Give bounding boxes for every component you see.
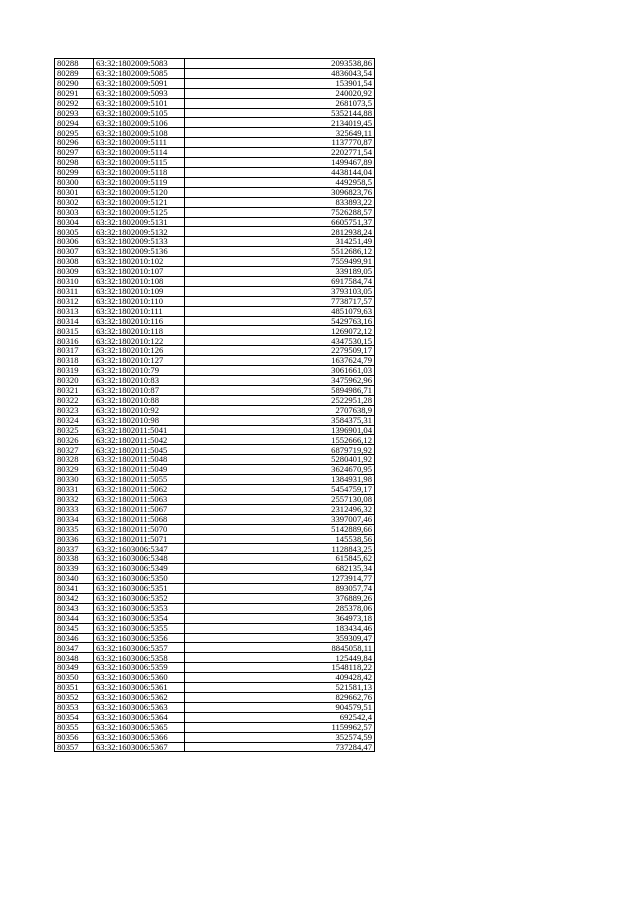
cadastral-number-cell: 63:32:1603006:5364	[94, 712, 185, 722]
value-cell: 3624670,95	[185, 465, 375, 475]
value-cell: 833893,22	[185, 197, 375, 207]
value-cell: 4492958,5	[185, 177, 375, 187]
cadastral-number-cell: 63:32:1802011:5055	[94, 475, 185, 485]
cadastral-number-cell: 63:32:1802009:5108	[94, 128, 185, 138]
cadastral-number-cell: 63:32:1603006:5359	[94, 663, 185, 673]
table-row	[55, 504, 375, 514]
table-row	[55, 316, 375, 326]
cadastral-number-cell: 63:32:1802009:5106	[94, 118, 185, 128]
row-number-cell: 80351	[55, 683, 94, 693]
row-number-cell: 80315	[55, 326, 94, 336]
table-row	[55, 138, 375, 148]
cadastral-number-cell: 63:32:1802010:122	[94, 336, 185, 346]
value-cell: 904579,51	[185, 702, 375, 712]
value-cell: 7738717,57	[185, 296, 375, 306]
cadastral-number-cell: 63:32:1802009:5101	[94, 98, 185, 108]
value-cell: 2202771,54	[185, 148, 375, 158]
row-number-cell: 80312	[55, 296, 94, 306]
table-row	[55, 693, 375, 703]
table-row	[55, 78, 375, 88]
row-number-cell: 80309	[55, 267, 94, 277]
row-number-cell: 80336	[55, 534, 94, 544]
cadastral-number-cell: 63:32:1802011:5068	[94, 514, 185, 524]
row-number-cell: 80357	[55, 742, 94, 752]
cadastral-number-cell: 63:32:1802009:5115	[94, 158, 185, 168]
table-row	[55, 68, 375, 78]
cadastral-number-cell: 63:32:1802010:87	[94, 385, 185, 395]
row-number-cell: 80347	[55, 643, 94, 653]
table-row	[55, 306, 375, 316]
table-row	[55, 484, 375, 494]
value-cell: 8845058,11	[185, 643, 375, 653]
cadastral-number-cell: 63:32:1802011:5049	[94, 465, 185, 475]
row-number-cell: 80330	[55, 475, 94, 485]
cadastral-number-cell: 63:32:1802011:5070	[94, 524, 185, 534]
table-row	[55, 702, 375, 712]
value-cell: 125449,84	[185, 653, 375, 663]
table-row	[55, 385, 375, 395]
cadastral-number-cell: 63:32:1603006:5367	[94, 742, 185, 752]
value-cell: 5142889,66	[185, 524, 375, 534]
cadastral-number-cell: 63:32:1802009:5125	[94, 207, 185, 217]
value-cell: 692542,4	[185, 712, 375, 722]
table-row	[55, 673, 375, 683]
value-cell: 2812938,24	[185, 227, 375, 237]
value-cell: 1548118,22	[185, 663, 375, 673]
row-number-cell: 80331	[55, 484, 94, 494]
cadastral-number-cell: 63:32:1802010:98	[94, 415, 185, 425]
table-row	[55, 534, 375, 544]
cadastral-number-cell: 63:32:1603006:5358	[94, 653, 185, 663]
cadastral-number-cell: 63:32:1603006:5362	[94, 693, 185, 703]
row-number-cell: 80343	[55, 603, 94, 613]
row-number-cell: 80292	[55, 98, 94, 108]
row-number-cell: 80341	[55, 584, 94, 594]
cadastral-number-cell: 63:32:1802011:5062	[94, 484, 185, 494]
value-cell: 145538,56	[185, 534, 375, 544]
row-number-cell: 80355	[55, 722, 94, 732]
table-row	[55, 564, 375, 574]
table-row	[55, 742, 375, 752]
row-number-cell: 80349	[55, 663, 94, 673]
cadastral-number-cell: 63:32:1603006:5366	[94, 732, 185, 742]
row-number-cell: 80308	[55, 257, 94, 267]
cadastral-number-cell: 63:32:1802009:5114	[94, 148, 185, 158]
cadastral-number-cell: 63:32:1802009:5091	[94, 78, 185, 88]
value-cell: 1128843,25	[185, 544, 375, 554]
table-row	[55, 237, 375, 247]
cadastral-number-cell: 63:32:1802010:102	[94, 257, 185, 267]
row-number-cell: 80310	[55, 276, 94, 286]
value-cell: 1637624,79	[185, 356, 375, 366]
cadastral-number-cell: 63:32:1802009:5121	[94, 197, 185, 207]
value-cell: 2134019,45	[185, 118, 375, 128]
cadastral-number-cell: 63:32:1802009:5085	[94, 68, 185, 78]
row-number-cell: 80305	[55, 227, 94, 237]
value-cell: 1137770,87	[185, 138, 375, 148]
table-row	[55, 326, 375, 336]
table-row	[55, 88, 375, 98]
table-row	[55, 346, 375, 356]
value-cell: 1552666,12	[185, 435, 375, 445]
value-cell: 2707638,9	[185, 405, 375, 415]
cadastral-number-cell: 63:32:1802010:118	[94, 326, 185, 336]
cadastral-number-cell: 63:32:1603006:5365	[94, 722, 185, 732]
cadastral-number-cell: 63:32:1802011:5063	[94, 494, 185, 504]
row-number-cell: 80326	[55, 435, 94, 445]
row-number-cell: 80328	[55, 455, 94, 465]
row-number-cell: 80354	[55, 712, 94, 722]
row-number-cell: 80297	[55, 148, 94, 158]
cadastral-number-cell: 63:32:1802009:5083	[94, 59, 185, 69]
value-cell: 5352144,88	[185, 108, 375, 118]
value-cell: 3397007,46	[185, 514, 375, 524]
value-cell: 2093538,86	[185, 59, 375, 69]
table-row	[55, 197, 375, 207]
table-row	[55, 267, 375, 277]
value-cell: 4438144,04	[185, 167, 375, 177]
value-cell: 3793103,05	[185, 286, 375, 296]
table-row	[55, 445, 375, 455]
table-row	[55, 524, 375, 534]
row-number-cell: 80301	[55, 187, 94, 197]
cadastral-number-cell: 63:32:1802010:116	[94, 316, 185, 326]
value-cell: 6605751,37	[185, 217, 375, 227]
value-cell: 521581,13	[185, 683, 375, 693]
value-cell: 359309,47	[185, 633, 375, 643]
row-number-cell: 80303	[55, 207, 94, 217]
cadastral-number-cell: 63:32:1802010:108	[94, 276, 185, 286]
row-number-cell: 80299	[55, 167, 94, 177]
table-row	[55, 712, 375, 722]
cadastral-number-cell: 63:32:1802011:5045	[94, 445, 185, 455]
cadastral-number-cell: 63:32:1603006:5351	[94, 584, 185, 594]
value-cell: 1384931,98	[185, 475, 375, 485]
table-row	[55, 643, 375, 653]
cadastral-number-cell: 63:32:1603006:5360	[94, 673, 185, 683]
value-cell: 314251,49	[185, 237, 375, 247]
value-cell: 1499467,89	[185, 158, 375, 168]
value-cell: 240020,92	[185, 88, 375, 98]
row-number-cell: 80304	[55, 217, 94, 227]
row-number-cell: 80327	[55, 445, 94, 455]
table-row	[55, 276, 375, 286]
value-cell: 6879719,92	[185, 445, 375, 455]
row-number-cell: 80352	[55, 693, 94, 703]
row-number-cell: 80342	[55, 593, 94, 603]
table-row	[55, 356, 375, 366]
cadastral-number-cell: 63:32:1802010:107	[94, 267, 185, 277]
table-row	[55, 613, 375, 623]
table-row	[55, 574, 375, 584]
table-row	[55, 435, 375, 445]
table-row	[55, 593, 375, 603]
row-number-cell: 80314	[55, 316, 94, 326]
value-cell: 2522951,28	[185, 395, 375, 405]
table-row	[55, 554, 375, 564]
cadastral-number-cell: 63:32:1603006:5356	[94, 633, 185, 643]
table-row	[55, 584, 375, 594]
value-cell: 3475962,96	[185, 376, 375, 386]
cadastral-number-cell: 63:32:1802010:79	[94, 366, 185, 376]
cadastral-number-cell: 63:32:1603006:5353	[94, 603, 185, 613]
cadastral-number-cell: 63:32:1603006:5348	[94, 554, 185, 564]
value-cell: 2312496,32	[185, 504, 375, 514]
value-cell: 339189,05	[185, 267, 375, 277]
row-number-cell: 80318	[55, 356, 94, 366]
table-row	[55, 98, 375, 108]
cadastral-number-cell: 63:32:1802009:5132	[94, 227, 185, 237]
row-number-cell: 80344	[55, 613, 94, 623]
table-row	[55, 59, 375, 69]
table-row	[55, 653, 375, 663]
row-number-cell: 80346	[55, 633, 94, 643]
table-row	[55, 663, 375, 673]
row-number-cell: 80323	[55, 405, 94, 415]
table-row	[55, 177, 375, 187]
row-number-cell: 80317	[55, 346, 94, 356]
row-number-cell: 80313	[55, 306, 94, 316]
row-number-cell: 80329	[55, 465, 94, 475]
value-cell: 682135,34	[185, 564, 375, 574]
cadastral-number-cell: 63:32:1802009:5105	[94, 108, 185, 118]
cadastral-number-cell: 63:32:1802011:5048	[94, 455, 185, 465]
row-number-cell: 80296	[55, 138, 94, 148]
value-cell: 4347530,15	[185, 336, 375, 346]
row-number-cell: 80298	[55, 158, 94, 168]
cadastral-number-cell: 63:32:1802009:5119	[94, 177, 185, 187]
table-row	[55, 623, 375, 633]
cadastral-number-cell: 63:32:1603006:5349	[94, 564, 185, 574]
cadastral-number-cell: 63:32:1802010:127	[94, 356, 185, 366]
row-number-cell: 80350	[55, 673, 94, 683]
table-row	[55, 167, 375, 177]
cadastral-number-cell: 63:32:1802010:83	[94, 376, 185, 386]
row-number-cell: 80348	[55, 653, 94, 663]
table-row	[55, 108, 375, 118]
value-cell: 183434,46	[185, 623, 375, 633]
table-row	[55, 187, 375, 197]
row-number-cell: 80345	[55, 623, 94, 633]
row-number-cell: 80306	[55, 237, 94, 247]
value-cell: 3096823,76	[185, 187, 375, 197]
row-number-cell: 80338	[55, 554, 94, 564]
row-number-cell: 80335	[55, 524, 94, 534]
value-cell: 5280401,92	[185, 455, 375, 465]
cadastral-number-cell: 63:32:1802010:110	[94, 296, 185, 306]
cadastral-number-cell: 63:32:1802011:5041	[94, 425, 185, 435]
value-cell: 352574,59	[185, 732, 375, 742]
table-row	[55, 217, 375, 227]
cadastral-number-cell: 63:32:1603006:5352	[94, 593, 185, 603]
row-number-cell: 80324	[55, 415, 94, 425]
cadastral-number-cell: 63:32:1603006:5361	[94, 683, 185, 693]
row-number-cell: 80334	[55, 514, 94, 524]
table-row	[55, 544, 375, 554]
cadastral-number-cell: 63:32:1802010:126	[94, 346, 185, 356]
row-number-cell: 80339	[55, 564, 94, 574]
value-cell: 2557130,08	[185, 494, 375, 504]
value-cell: 5512686,12	[185, 247, 375, 257]
row-number-cell: 80290	[55, 78, 94, 88]
table-row	[55, 722, 375, 732]
value-cell: 615845,62	[185, 554, 375, 564]
value-cell: 1273914,77	[185, 574, 375, 584]
table-row	[55, 683, 375, 693]
table-row	[55, 336, 375, 346]
cadastral-number-cell: 63:32:1802009:5136	[94, 247, 185, 257]
cadastral-number-cell: 63:32:1802011:5042	[94, 435, 185, 445]
row-number-cell: 80333	[55, 504, 94, 514]
value-cell: 409428,42	[185, 673, 375, 683]
table-row	[55, 247, 375, 257]
cadastral-number-cell: 63:32:1603006:5350	[94, 574, 185, 584]
row-number-cell: 80293	[55, 108, 94, 118]
value-cell: 376889,26	[185, 593, 375, 603]
value-cell: 4851079,63	[185, 306, 375, 316]
cadastral-number-cell: 63:32:1802009:5118	[94, 167, 185, 177]
row-number-cell: 80289	[55, 68, 94, 78]
row-number-cell: 80353	[55, 702, 94, 712]
value-cell: 5429763,16	[185, 316, 375, 326]
cadastral-number-cell: 63:32:1802009:5093	[94, 88, 185, 98]
data-table	[54, 58, 375, 752]
value-cell: 5894986,71	[185, 385, 375, 395]
table-row	[55, 227, 375, 237]
table-row	[55, 286, 375, 296]
cadastral-number-cell: 63:32:1603006:5347	[94, 544, 185, 554]
table-row	[55, 257, 375, 267]
row-number-cell: 80320	[55, 376, 94, 386]
row-number-cell: 80356	[55, 732, 94, 742]
table-row	[55, 514, 375, 524]
row-number-cell: 80311	[55, 286, 94, 296]
table-body	[55, 59, 375, 752]
row-number-cell: 80322	[55, 395, 94, 405]
value-cell: 7559499,91	[185, 257, 375, 267]
value-cell: 364973,18	[185, 613, 375, 623]
cadastral-number-cell: 63:32:1802010:92	[94, 405, 185, 415]
value-cell: 5454759,17	[185, 484, 375, 494]
cadastral-number-cell: 63:32:1603006:5357	[94, 643, 185, 653]
row-number-cell: 80288	[55, 59, 94, 69]
table-row	[55, 158, 375, 168]
value-cell: 737284,47	[185, 742, 375, 752]
value-cell: 3061661,03	[185, 366, 375, 376]
value-cell: 1396901,04	[185, 425, 375, 435]
table-row	[55, 465, 375, 475]
row-number-cell: 80300	[55, 177, 94, 187]
cadastral-number-cell: 63:32:1802011:5071	[94, 534, 185, 544]
row-number-cell: 80302	[55, 197, 94, 207]
value-cell: 2279509,17	[185, 346, 375, 356]
table-row	[55, 148, 375, 158]
table-row	[55, 494, 375, 504]
value-cell: 325649,11	[185, 128, 375, 138]
value-cell: 2681073,5	[185, 98, 375, 108]
row-number-cell: 80316	[55, 336, 94, 346]
table-row	[55, 633, 375, 643]
cadastral-number-cell: 63:32:1802009:5120	[94, 187, 185, 197]
cadastral-number-cell: 63:32:1802009:5131	[94, 217, 185, 227]
table-row	[55, 296, 375, 306]
row-number-cell: 80332	[55, 494, 94, 504]
table-row	[55, 395, 375, 405]
cadastral-number-cell: 63:32:1603006:5355	[94, 623, 185, 633]
value-cell: 4836043,54	[185, 68, 375, 78]
row-number-cell: 80325	[55, 425, 94, 435]
value-cell: 1159962,57	[185, 722, 375, 732]
cadastral-number-cell: 63:32:1802010:109	[94, 286, 185, 296]
table-row	[55, 425, 375, 435]
row-number-cell: 80294	[55, 118, 94, 128]
table-row	[55, 455, 375, 465]
value-cell: 3584375,31	[185, 415, 375, 425]
cadastral-number-cell: 63:32:1603006:5363	[94, 702, 185, 712]
row-number-cell: 80340	[55, 574, 94, 584]
row-number-cell: 80337	[55, 544, 94, 554]
value-cell: 285378,06	[185, 603, 375, 613]
table-row	[55, 366, 375, 376]
table-row	[55, 475, 375, 485]
row-number-cell: 80295	[55, 128, 94, 138]
table-row	[55, 118, 375, 128]
table-row	[55, 128, 375, 138]
value-cell: 1269072,12	[185, 326, 375, 336]
table-row	[55, 376, 375, 386]
value-cell: 6917584,74	[185, 276, 375, 286]
table-row	[55, 207, 375, 217]
cadastral-number-cell: 63:32:1802010:88	[94, 395, 185, 405]
row-number-cell: 80321	[55, 385, 94, 395]
cadastral-number-cell: 63:32:1802009:5111	[94, 138, 185, 148]
cadastral-number-cell: 63:32:1603006:5354	[94, 613, 185, 623]
value-cell: 153901,54	[185, 78, 375, 88]
table-row	[55, 603, 375, 613]
cadastral-number-cell: 63:32:1802010:111	[94, 306, 185, 316]
row-number-cell: 80319	[55, 366, 94, 376]
value-cell: 893057,74	[185, 584, 375, 594]
row-number-cell: 80291	[55, 88, 94, 98]
cadastral-number-cell: 63:32:1802009:5133	[94, 237, 185, 247]
table-row	[55, 732, 375, 742]
row-number-cell: 80307	[55, 247, 94, 257]
table-row	[55, 415, 375, 425]
value-cell: 829662,76	[185, 693, 375, 703]
cadastral-number-cell: 63:32:1802011:5067	[94, 504, 185, 514]
table-row	[55, 405, 375, 415]
value-cell: 7526288,57	[185, 207, 375, 217]
